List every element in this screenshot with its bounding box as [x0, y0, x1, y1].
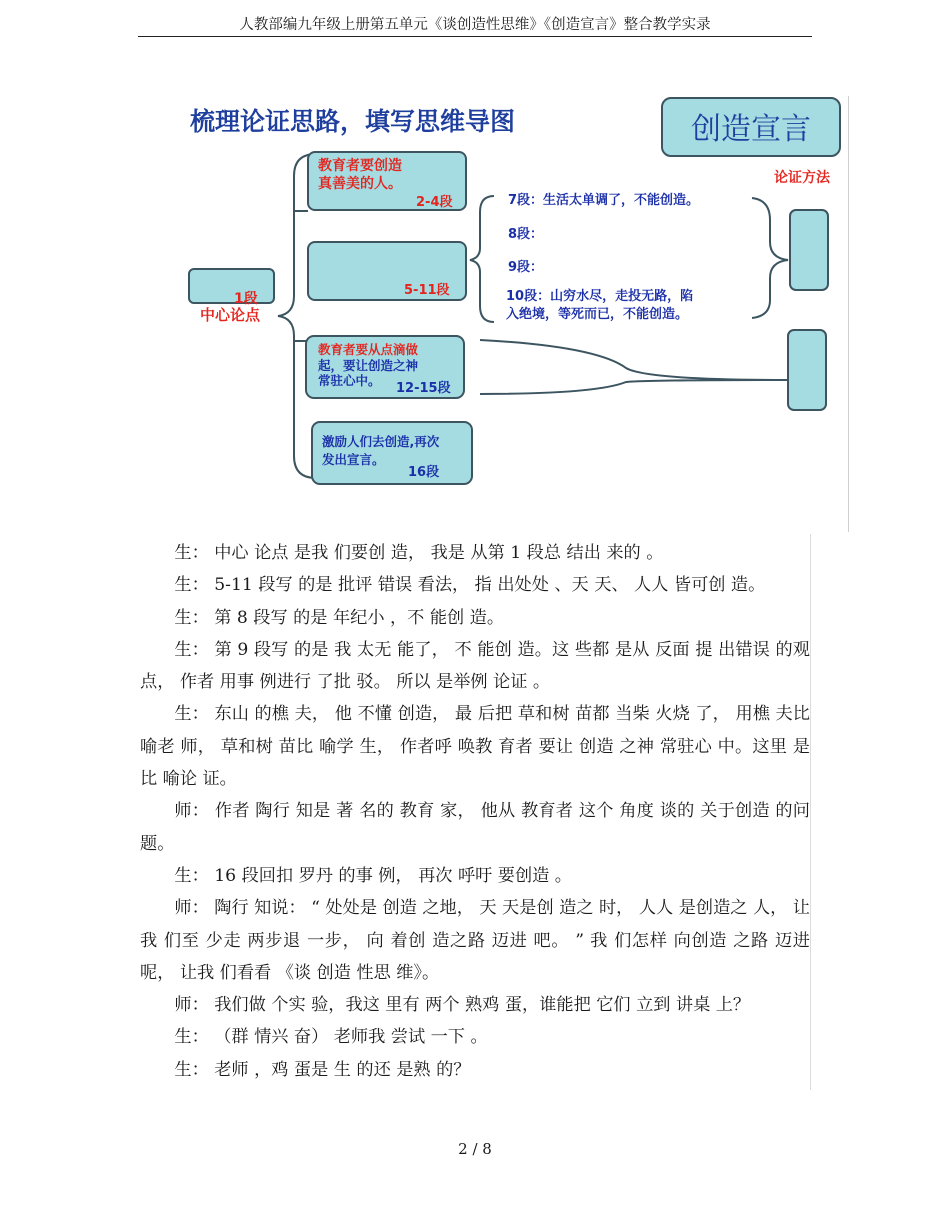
transcript-body — [140, 537, 810, 1086]
paragraph: 师： 作者 陶行 知是 著 名的 教育 家， 他从 教育者 这个 角度 谈的 关于创造 的问 题。 — [140, 801, 810, 854]
topic-box-label: 创造宣言 — [691, 112, 811, 147]
sub-item-7: 7段：生活太单调了，不能创造。 — [508, 193, 700, 208]
branch-1-line1: 教育者要创造 — [318, 158, 402, 174]
branch-3-para: 12-15段 — [396, 381, 451, 396]
paragraph: 师： 我们做 个实 验，我这 里有 两个 熟鸡 蛋，谁能把 它们 立到 讲桌 上？ — [174, 995, 751, 1016]
branch-3-line3: 常驻心中。 — [318, 373, 381, 388]
center-label: 中心论点 — [200, 306, 261, 324]
paragraph: 生： 16 段回扣 罗丹 的事 例， 再次 呼吁 要创造 。 — [174, 865, 572, 886]
sub-item-8: 8段： — [508, 227, 544, 242]
mind-map-figure — [176, 96, 849, 530]
mind-map-svg — [176, 96, 849, 530]
method-box-1 — [790, 210, 828, 290]
method-box-2 — [788, 330, 826, 410]
paragraph: 生： 第 9 段写 的是 我 太无 能了， 不 能创 造。这 些都 是从 反面 提 出错误 的观 点， 作者 用事 例进行 了批 驳。 所以 是举例 论证 。 — [140, 639, 810, 693]
page-header: 人教部编九年级上册第五单元《谈创造性思维》《创造宣言》整合教学实录 — [138, 14, 812, 37]
branch-1-para: 2-4段 — [416, 195, 453, 210]
branch-4-line2: 发出宣言。 — [322, 452, 385, 467]
branch-4-line1: 激励人们去创造,再次 — [322, 434, 440, 449]
paragraph: 生： 5-11 段写 的是 批评 错误 看法， 指 出处处 、天 天、 人人 皆可创 造。 — [174, 575, 766, 596]
sub-item-10-line1: 10段：山穷水尽，走投无路，陷 — [506, 289, 694, 304]
center-box — [189, 269, 274, 303]
sub-brace — [470, 196, 494, 322]
figure-edge-line — [848, 96, 849, 532]
mind-map-title: 梳理论证思路，填写思维导图 — [190, 107, 516, 136]
paragraph: 生： 老师 ，鸡 蛋是 生 的还 是熟 的？ — [174, 1059, 471, 1080]
sub-item-9: 9段： — [508, 260, 544, 275]
branch-1-line2: 真善美的人。 — [318, 176, 402, 192]
branch-3-line1: 教育者要从点滴做 — [318, 342, 419, 357]
paragraph: 师： 陶行 知说： “ 处处是 创造 之地， 天 天是创 造之 时， 人人 是创造之 人， 让我 们至 少走 两步退 一步， 向 着创 造之路 迈进 吧。 ” 我 们怎样 向创造 之路 迈进 呢， 让我 们看看 《谈 创造 性思 维》。 — [140, 898, 810, 983]
paragraph: 生： 中心 论点 是我 们要创 造， 我是 从第 1 段总 结出 来的 。 — [174, 543, 664, 563]
page-number: 2 / 8 — [458, 1140, 492, 1158]
branch-3-line2: 起，要让创造之神 — [318, 358, 419, 373]
center-box-para: 1段 — [234, 291, 258, 307]
paragraph: 生： （群 情兴 奋） 老师我 尝试 一下 。 — [174, 1027, 488, 1048]
paragraph: 生： 东山 的樵 夫， 他 不懂 创造， 最 后把 草和树 苗都 当柴 火烧 了， 用樵 夫比 喻老 师， 草和树 苗比 喻学 生， 作者呼 唤教 育者 要让 创造 之神 常驻心 中。这里 是比 喻论 证。 — [140, 704, 810, 790]
content-edge-line — [810, 534, 811, 1090]
funnel-lines — [480, 340, 788, 394]
branch-4-para: 16段 — [408, 465, 440, 480]
branch-2-para: 5-11段 — [404, 283, 450, 298]
method-label: 论证方法 — [774, 170, 830, 186]
sub-item-10-line2: 入绝境，等死而已，不能创造。 — [506, 307, 689, 322]
method-brace-1 — [752, 198, 788, 318]
paragraph: 生： 第 8 段写 的是 年纪小 ，不 能创 造。 — [174, 607, 505, 628]
